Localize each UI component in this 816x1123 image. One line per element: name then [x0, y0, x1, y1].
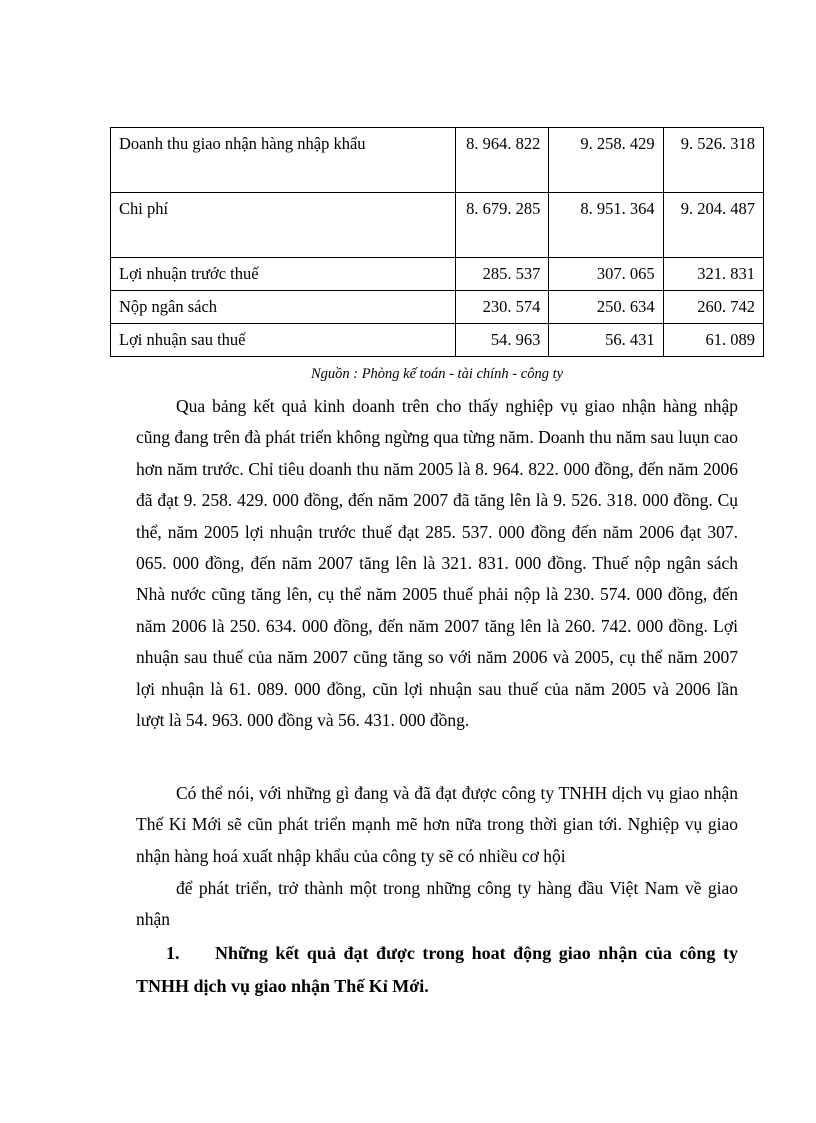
value-2007: 9. 526. 318 — [663, 128, 763, 193]
section-number: 1. — [166, 943, 180, 963]
table-row — [111, 258, 764, 291]
table-source-note: Nguồn : Phòng kế toán - tài chính - công ty — [310, 366, 564, 382]
value-2006: 9. 258. 429 — [549, 128, 663, 193]
value-2005: 54. 963 — [455, 324, 548, 357]
row-label: Doanh thu giao nhận hàng nhập khẩu — [111, 128, 456, 193]
value-2006: 307. 065 — [549, 258, 663, 291]
section-title: Những kết quả đạt được trong hoat động giao nhận của công ty TNHH dịch vụ giao nhận Thế Kỉ Mới. — [136, 943, 738, 996]
row-label: Chi phí — [111, 193, 456, 258]
value-2005: 230. 574 — [455, 291, 548, 324]
value-2007: 321. 831 — [663, 258, 763, 291]
conclusion-paragraph-continued: để phát triển, trở thành một trong những công ty hàng đầu Việt Nam về giao nhận — [136, 878, 738, 930]
row-label: Lợi nhuận sau thuế — [111, 324, 456, 357]
analysis-paragraph: Qua bảng kết quả kinh doanh trên cho thấy nghiệp vụ giao nhận hàng nhập cũng đang trên đà phát triển không ngừng qua từng năm. Doanh thu năm sau luụn cao hơn năm trước. Chỉ tiêu doanh thu năm 2005 là 8. 964. 822. 000 đồng, đến năm 2006 đã đạt 9. 258. 429. 000 đồng, đến năm 2007 đã tăng lên là 9. 526. 318. 000 đồng. Cụ thể, năm 2005 lợi nhuận trước thuế đạt 285. 537. 000 đồng đến năm 2006 đạt 307. 065. 000 đồng, đến năm 2007 tăng lên là 321. 831. 000 đồng. Thuế nộp ngân sách Nhà nước cũng tăng lên, cụ thể năm 2005 thuế phải nộp là 230. 574. 000 đồng, đến năm 2006 là 250. 634. 000 đồng, đến năm 2007 tăng lên là 260. 742. 000 đồng. Lợi nhuận sau thuế của năm 2007 cũng tăng so với năm 2006 và 2005, cụ thể năm 2007 lợi nhuận là 61. 089. 000 đồng, cũn lợi nhuận sau thuế của năm 2005 và 2006 lần lượt là 54. 963. 000 đồng và 56. 431. 000 đồng. — [136, 396, 738, 731]
value-2007: 61. 089 — [663, 324, 763, 357]
table-row — [111, 128, 764, 193]
value-2006: 8. 951. 364 — [549, 193, 663, 258]
value-2005: 8. 964. 822 — [455, 128, 548, 193]
value-2007: 9. 204. 487 — [663, 193, 763, 258]
table-row — [111, 291, 764, 324]
results-table — [110, 127, 764, 357]
value-2006: 250. 634 — [549, 291, 663, 324]
value-2007: 260. 742 — [663, 291, 763, 324]
conclusion-paragraph: Có thể nói, với những gì đang và đã đạt được công ty TNHH dịch vụ giao nhận Thế Kỉ Mới sẽ cũn phát triển mạnh mẽ hơn nữa trong thời gian tới. Nghiệp vụ giao nhận hàng hoá xuất nhập khẩu của công ty sẽ có nhiều cơ hội — [136, 783, 738, 866]
row-label: Lợi nhuận trước thuế — [111, 258, 456, 291]
value-2005: 285. 537 — [455, 258, 548, 291]
value-2006: 56. 431 — [549, 324, 663, 357]
value-2005: 8. 679. 285 — [455, 193, 548, 258]
table-row — [111, 193, 764, 258]
table-row — [111, 324, 764, 357]
section-heading — [136, 937, 738, 1003]
row-label: Nộp ngân sách — [111, 291, 456, 324]
